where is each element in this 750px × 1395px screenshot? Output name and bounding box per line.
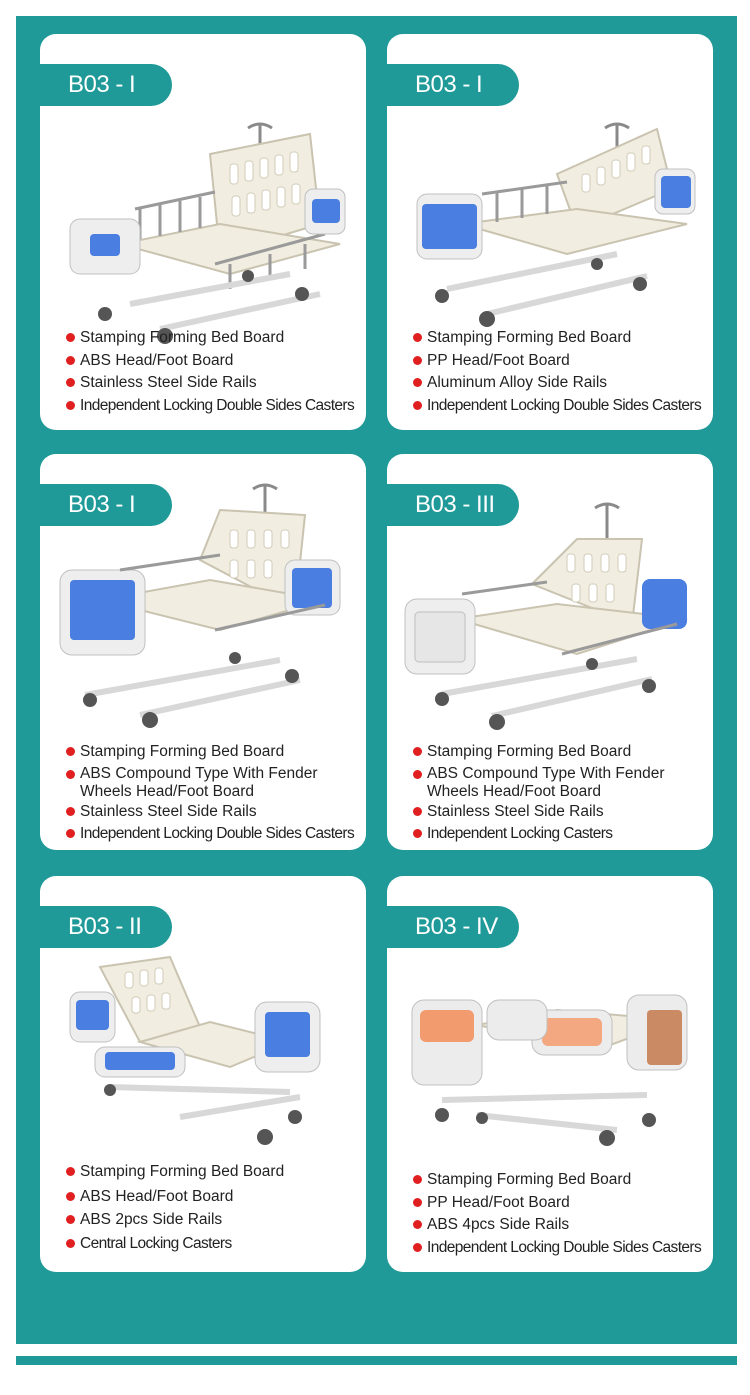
feature-item: Central Locking Casters [66, 1234, 360, 1253]
bullet-icon [66, 1239, 75, 1248]
model-tag: B03 - I [387, 64, 519, 106]
feature-item: Stamping Forming Bed Board [66, 742, 360, 761]
bullet-icon [413, 401, 422, 410]
feature-item: ABS 2pcs Side Rails [66, 1210, 360, 1229]
bullet-icon [66, 1215, 75, 1224]
manual-hospital-bed-image [40, 952, 366, 1162]
feature-item: Independent Locking Double Sides Casters [413, 1238, 707, 1257]
bottom-divider-bar [16, 1356, 737, 1365]
feature-item: Stainless Steel Side Rails [66, 802, 360, 821]
feature-item: Independent Locking Double Sides Casters [413, 396, 707, 415]
manual-hospital-bed-image [40, 114, 366, 354]
manual-hospital-bed-image [40, 480, 366, 730]
bullet-icon [413, 1243, 422, 1252]
manual-hospital-bed-image [387, 494, 713, 734]
feature-item: Stamping Forming Bed Board [413, 1170, 707, 1189]
feature-item: Stamping Forming Bed Board [66, 328, 360, 347]
bullet-icon [66, 770, 75, 779]
bullet-icon [413, 770, 422, 779]
feature-list [413, 1170, 707, 1260]
bullet-icon [413, 333, 422, 342]
feature-item: PP Head/Foot Board [413, 1193, 707, 1212]
feature-item: Aluminum Alloy Side Rails [413, 373, 707, 392]
feature-list [413, 328, 707, 418]
model-tag: B03 - III [387, 484, 519, 526]
bullet-icon [413, 829, 422, 838]
product-card-1[interactable] [40, 34, 366, 430]
feature-item: Stamping Forming Bed Board [413, 742, 707, 761]
feature-item: ABS Head/Foot Board [66, 351, 360, 370]
bullet-icon [413, 1220, 422, 1229]
electric-hospital-bed-image [387, 980, 713, 1160]
feature-list [66, 742, 360, 847]
feature-item: Independent Locking Double Sides Casters [66, 396, 360, 415]
feature-item: ABS Compound Type With Fender Wheels Head/Foot Board [66, 765, 360, 801]
product-card-4[interactable] [387, 454, 713, 850]
bullet-icon [66, 807, 75, 816]
feature-item: ABS 4pcs Side Rails [413, 1215, 707, 1234]
feature-item: Stamping Forming Bed Board [413, 328, 707, 347]
bullet-icon [413, 1175, 422, 1184]
product-card-5[interactable] [40, 876, 366, 1272]
product-card-2[interactable] [387, 34, 713, 430]
feature-item: Stamping Forming Bed Board [66, 1162, 360, 1181]
bullet-icon [66, 1167, 75, 1176]
feature-list [66, 1162, 360, 1256]
bullet-icon [413, 378, 422, 387]
feature-item: Stainless Steel Side Rails [66, 373, 360, 392]
product-card-6[interactable] [387, 876, 713, 1272]
bullet-icon [66, 378, 75, 387]
bullet-icon [413, 747, 422, 756]
bullet-icon [66, 829, 75, 838]
feature-item: Independent Locking Double Sides Casters [66, 824, 360, 843]
manual-hospital-bed-image [387, 114, 713, 334]
feature-item: Independent Locking Casters [413, 824, 707, 843]
bullet-icon [66, 747, 75, 756]
bullet-icon [66, 333, 75, 342]
bullet-icon [413, 1198, 422, 1207]
bullet-icon [66, 1192, 75, 1201]
product-card-3[interactable] [40, 454, 366, 850]
model-tag: B03 - I [40, 484, 172, 526]
feature-list [413, 742, 707, 847]
bullet-icon [66, 401, 75, 410]
feature-item: ABS Compound Type With Fender Wheels Head/Foot Board [413, 765, 707, 801]
feature-item: ABS Head/Foot Board [66, 1187, 360, 1206]
bullet-icon [413, 807, 422, 816]
bullet-icon [413, 356, 422, 365]
model-tag: B03 - II [40, 906, 172, 948]
model-tag: B03 - I [40, 64, 172, 106]
bullet-icon [66, 356, 75, 365]
feature-list [66, 328, 360, 418]
model-tag: B03 - IV [387, 906, 519, 948]
feature-item: PP Head/Foot Board [413, 351, 707, 370]
feature-item: Stainless Steel Side Rails [413, 802, 707, 821]
